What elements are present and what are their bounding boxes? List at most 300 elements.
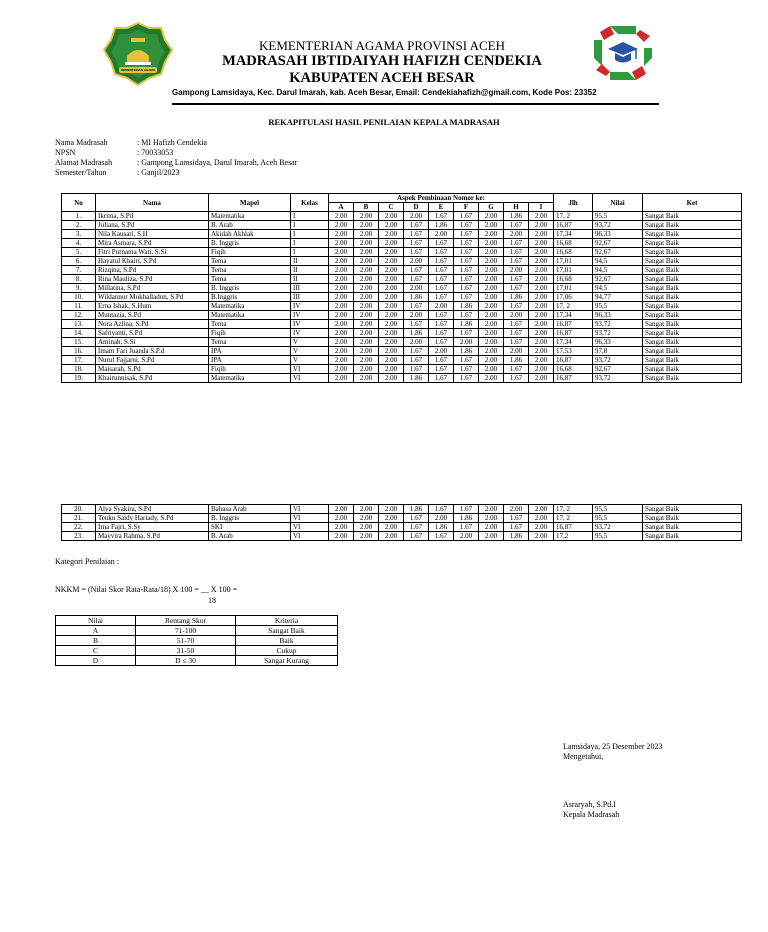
row-score: 1.67: [429, 338, 454, 347]
row-ket: Sangat Baik: [643, 248, 742, 257]
row-score: 1.86: [404, 374, 429, 383]
row-jlh: 16,87: [554, 523, 593, 532]
row-score: 2.00: [479, 275, 504, 284]
row-score: 1.67: [429, 275, 454, 284]
row-score: 2.00: [529, 221, 554, 230]
row-score: 2.00: [529, 523, 554, 532]
row-kelas: II: [291, 257, 329, 266]
row-score: 2.00: [329, 311, 354, 320]
row-kelas: II: [291, 275, 329, 284]
row-jlh: 17, 2: [554, 302, 593, 311]
row-nilai: 96,33: [593, 311, 643, 320]
row-score: 2.00: [479, 505, 504, 514]
logo-ribbon-text: KEMENTERIAN AGAMA: [121, 68, 156, 72]
row-score: 2.00: [479, 266, 504, 275]
row-score: 2.00: [404, 212, 429, 221]
row-no: 13.: [62, 320, 96, 329]
info-value: : MI Hafizh Cendekia: [137, 138, 207, 147]
row-score: 2.00: [404, 284, 429, 293]
row-score: 2.00: [529, 356, 554, 365]
row-score: 1.86: [504, 293, 529, 302]
row-kelas: VI: [291, 523, 329, 532]
aspect-header: C: [379, 203, 404, 212]
row-no: 19.: [62, 374, 96, 383]
row-score: 1.67: [404, 275, 429, 284]
row-score: 2.00: [479, 212, 504, 221]
row-no: 18.: [62, 365, 96, 374]
info-value: : Gampong Lamsidaya, Darul Imarah, Aceh Besar: [137, 158, 298, 167]
row-score: 1.86: [429, 523, 454, 532]
row-nama: Fitri Purnama Wati, S.Si: [96, 248, 209, 257]
row-mapel: Bahasa Arab: [209, 505, 291, 514]
row-score: 2.00: [379, 329, 404, 338]
row-score: 2.00: [479, 523, 504, 532]
row-mapel: Tema: [209, 275, 291, 284]
row-score: 2.00: [354, 302, 379, 311]
row-score: 2.00: [479, 302, 504, 311]
row-mapel: IPA: [209, 356, 291, 365]
row-score: 1.67: [454, 329, 479, 338]
row-no: 15.: [62, 338, 96, 347]
row-score: 2.00: [504, 230, 529, 239]
row-score: 1.67: [429, 257, 454, 266]
row-score: 2.00: [529, 532, 554, 541]
row-score: 1.86: [504, 356, 529, 365]
row-score: 2.00: [504, 311, 529, 320]
row-score: 1.86: [429, 221, 454, 230]
row-score: 2.00: [429, 514, 454, 523]
row-mapel: Fiqih: [209, 329, 291, 338]
row-score: 2.00: [529, 275, 554, 284]
row-ket: Sangat Baik: [643, 347, 742, 356]
row-kelas: V: [291, 338, 329, 347]
row-mapel: Fiqih: [209, 248, 291, 257]
row-nilai: 94,5: [593, 257, 643, 266]
table-row: [62, 221, 742, 230]
row-score: 1.67: [429, 505, 454, 514]
row-jlh: 16,87: [554, 374, 593, 383]
row-score: 1.67: [454, 266, 479, 275]
row-jlh: 17,34: [554, 311, 593, 320]
criteria-cell: A: [56, 626, 136, 636]
row-score: 1.86: [504, 532, 529, 541]
row-nama: Millatina, S.Pd: [96, 284, 209, 293]
row-score: 1.67: [429, 212, 454, 221]
row-score: 1.67: [454, 221, 479, 230]
row-ket: Sangat Baik: [643, 514, 742, 523]
row-score: 2.00: [354, 248, 379, 257]
header-jlh: Jlh: [554, 194, 593, 212]
row-score: 2.00: [379, 338, 404, 347]
row-score: 2.00: [379, 230, 404, 239]
row-score: 2.00: [379, 302, 404, 311]
assessment-table: [61, 193, 742, 383]
row-score: 1.67: [504, 374, 529, 383]
row-nilai: 95,5: [593, 212, 643, 221]
table-row: [62, 239, 742, 248]
row-nilai: 93,72: [593, 523, 643, 532]
header-ket: Ket: [643, 194, 742, 212]
row-kelas: VI: [291, 532, 329, 541]
criteria-cell: 31-50: [136, 646, 236, 656]
row-nilai: 93,72: [593, 374, 643, 383]
criteria-cell: B: [56, 636, 136, 646]
row-score: 2.00: [329, 374, 354, 383]
row-score: 1.67: [504, 239, 529, 248]
row-score: 1.67: [429, 239, 454, 248]
row-score: 2.00: [479, 320, 504, 329]
row-nilai: 94,5: [593, 266, 643, 275]
row-score: 2.00: [529, 266, 554, 275]
row-score: 1.67: [454, 248, 479, 257]
row-score: 2.00: [529, 212, 554, 221]
row-no: 17.: [62, 356, 96, 365]
row-no: 6.: [62, 257, 96, 266]
row-ket: Sangat Baik: [643, 365, 742, 374]
row-ket: Sangat Baik: [643, 338, 742, 347]
row-ket: Sangat Baik: [643, 374, 742, 383]
row-nilai: 92,67: [593, 239, 643, 248]
row-score: 1.67: [404, 514, 429, 523]
row-score: 2.00: [379, 311, 404, 320]
row-score: 2.00: [479, 356, 504, 365]
row-score: 2.00: [379, 212, 404, 221]
criteria-cell: 71-100: [136, 626, 236, 636]
aspect-header: I: [529, 203, 554, 212]
info-row: [55, 168, 297, 178]
row-no: 2.: [62, 221, 96, 230]
row-score: 1.67: [429, 311, 454, 320]
row-nama: Ikrima, S.Pd: [96, 212, 209, 221]
row-score: 2.00: [354, 257, 379, 266]
row-nilai: 95,5: [593, 505, 643, 514]
row-jlh: 16,68: [554, 275, 593, 284]
row-kelas: VI: [291, 505, 329, 514]
criteria-cell: D: [56, 656, 136, 666]
row-score: 2.00: [529, 293, 554, 302]
row-jlh: 16,87: [554, 356, 593, 365]
row-score: 1.67: [404, 365, 429, 374]
row-score: 2.00: [529, 338, 554, 347]
row-jlh: 16,68: [554, 365, 593, 374]
row-score: 2.00: [529, 329, 554, 338]
row-score: 1.67: [404, 248, 429, 257]
row-score: 2.00: [529, 257, 554, 266]
row-ket: Sangat Baik: [643, 505, 742, 514]
row-nilai: 93,72: [593, 329, 643, 338]
table-row: [62, 230, 742, 239]
row-nama: Mayvira Rahma, S.Pd: [96, 532, 209, 541]
row-score: 2.00: [329, 523, 354, 532]
row-score: 2.00: [479, 329, 504, 338]
row-score: 2.00: [379, 275, 404, 284]
table-row: [62, 257, 742, 266]
report-title: REKAPITULASI HASIL PENILAIAN KEPALA MADRASAH: [268, 117, 500, 127]
row-ket: Sangat Baik: [643, 532, 742, 541]
row-ket: Sangat Baik: [643, 302, 742, 311]
row-kelas: VI: [291, 514, 329, 523]
row-score: 2.00: [354, 523, 379, 532]
row-score: 2.00: [429, 302, 454, 311]
info-value: : Ganjil/2023: [137, 168, 180, 177]
row-score: 2.00: [379, 505, 404, 514]
row-nilai: 92,67: [593, 248, 643, 257]
row-jlh: 16,87: [554, 329, 593, 338]
row-score: 2.00: [379, 239, 404, 248]
row-score: 2.00: [529, 284, 554, 293]
row-no: 23.: [62, 532, 96, 541]
row-nama: Imam Fari Juanda S.P.d: [96, 347, 209, 356]
row-no: 20.: [62, 505, 96, 514]
row-jlh: 17,34: [554, 338, 593, 347]
row-score: 1.67: [404, 532, 429, 541]
row-mapel: Matematika: [209, 302, 291, 311]
row-no: 1.: [62, 212, 96, 221]
row-ket: Sangat Baik: [643, 523, 742, 532]
table-row: [62, 374, 742, 383]
row-score: 2.00: [479, 514, 504, 523]
row-ket: Sangat Baik: [643, 293, 742, 302]
row-score: 2.00: [404, 311, 429, 320]
row-score: 2.00: [529, 374, 554, 383]
info-row: [55, 158, 297, 168]
row-score: 1.67: [504, 275, 529, 284]
row-score: 2.00: [429, 347, 454, 356]
row-jlh: 16,87: [554, 320, 593, 329]
table-row: [62, 347, 742, 356]
row-score: 2.00: [529, 347, 554, 356]
row-score: 2.00: [329, 302, 354, 311]
row-jlh: 17,01: [554, 284, 593, 293]
row-no: 7.: [62, 266, 96, 275]
row-score: 2.00: [379, 293, 404, 302]
assessment-table-continued: [61, 504, 742, 541]
row-ket: Sangat Baik: [643, 221, 742, 230]
aspect-header: B: [354, 203, 379, 212]
row-score: 2.00: [404, 257, 429, 266]
row-nama: Teuku Saidy Hariady, S.Pd: [96, 514, 209, 523]
info-value: : 70033053: [137, 148, 174, 157]
row-score: 2.00: [354, 284, 379, 293]
row-score: 1.67: [454, 365, 479, 374]
row-score: 2.00: [479, 293, 504, 302]
row-score: 2.00: [479, 248, 504, 257]
row-mapel: B. Arab: [209, 532, 291, 541]
row-ket: Sangat Baik: [643, 284, 742, 293]
row-nilai: 94,77: [593, 293, 643, 302]
row-mapel: B. Arab: [209, 221, 291, 230]
row-nama: Maisarah, S.Pd: [96, 365, 209, 374]
row-kelas: V: [291, 347, 329, 356]
row-score: 2.00: [529, 514, 554, 523]
row-nilai: 95,5: [593, 302, 643, 311]
row-score: 1.67: [429, 374, 454, 383]
info-label: Nama Madrasah: [55, 138, 108, 147]
row-score: 1.86: [404, 505, 429, 514]
header-no: No: [62, 194, 96, 212]
row-score: 1.67: [429, 356, 454, 365]
row-nama: Juliana, S.Pd: [96, 221, 209, 230]
ministry-name: KEMENTERIAN AGAMA PROVINSI ACEH: [259, 38, 505, 53]
row-score: 1.67: [429, 329, 454, 338]
row-no: 5.: [62, 248, 96, 257]
criteria-cell: Sangat Baik: [236, 626, 338, 636]
row-jlh: 17,01: [554, 257, 593, 266]
table-row: [62, 302, 742, 311]
row-jlh: 17,34: [554, 230, 593, 239]
header-nilai: Nilai: [593, 194, 643, 212]
row-nilai: 92,67: [593, 275, 643, 284]
row-nama: Nurul Fajjarni, S.Pd: [96, 356, 209, 365]
criteria-row: [56, 636, 338, 646]
row-kelas: III: [291, 284, 329, 293]
header-aspek: Aspek Pembinaan Nomor ke:: [329, 194, 554, 203]
header-rule: [172, 103, 659, 105]
table-row: [62, 311, 742, 320]
row-kelas: IV: [291, 320, 329, 329]
row-nama: Khairunnisak, S.Pd: [96, 374, 209, 383]
row-nama: Nora Azlina, S.Pd: [96, 320, 209, 329]
row-no: 14.: [62, 329, 96, 338]
table-row: [62, 356, 742, 365]
row-score: 2.00: [354, 221, 379, 230]
row-score: 2.00: [354, 347, 379, 356]
aspect-header: F: [454, 203, 479, 212]
row-score: 1.67: [454, 230, 479, 239]
info-label: Alamat Madrasah: [55, 158, 113, 167]
row-score: 2.00: [454, 338, 479, 347]
row-score: 2.00: [329, 338, 354, 347]
row-score: 2.00: [354, 239, 379, 248]
criteria-header: Kriteria: [236, 616, 338, 626]
row-score: 2.00: [354, 311, 379, 320]
row-score: 2.00: [529, 230, 554, 239]
signature-name: Asraryah, S.Pd.I: [563, 800, 616, 809]
row-mapel: Tema: [209, 266, 291, 275]
row-score: 2.00: [329, 275, 354, 284]
row-score: 2.00: [379, 374, 404, 383]
row-score: 1.67: [454, 293, 479, 302]
criteria-cell: 51-70: [136, 636, 236, 646]
criteria-header: Rentang Skor: [136, 616, 236, 626]
row-score: 2.00: [379, 248, 404, 257]
row-nama: Irna Fajri, S.Sy: [96, 523, 209, 532]
row-kelas: IV: [291, 329, 329, 338]
row-jlh: 17,53: [554, 347, 593, 356]
row-score: 2.00: [404, 338, 429, 347]
row-score: 1.67: [429, 293, 454, 302]
row-score: 1.67: [504, 302, 529, 311]
row-score: 2.00: [479, 532, 504, 541]
row-score: 1.67: [429, 532, 454, 541]
row-score: 1.67: [404, 230, 429, 239]
table-row: [62, 365, 742, 374]
row-score: 1.67: [404, 221, 429, 230]
table-row: [62, 266, 742, 275]
row-nilai: 92,67: [593, 365, 643, 374]
row-score: 1.67: [454, 311, 479, 320]
aspect-header: G: [479, 203, 504, 212]
row-mapel: Matematika: [209, 374, 291, 383]
row-score: 2.00: [329, 532, 354, 541]
row-nama: Muntazia, S.Pd: [96, 311, 209, 320]
row-jlh: 16,87: [554, 221, 593, 230]
row-nilai: 96,33: [593, 338, 643, 347]
row-jlh: 17, 2: [554, 505, 593, 514]
row-score: 1.67: [504, 221, 529, 230]
madrasah-logo: [590, 22, 656, 84]
row-nama: Wildannur Mukhalladun, S.Pd: [96, 293, 209, 302]
row-mapel: Akidah Akhlak: [209, 230, 291, 239]
row-nama: Rina Mauliza, S.Pd: [96, 275, 209, 284]
row-kelas: I: [291, 239, 329, 248]
row-nama: Safriyanti, S.Pd: [96, 329, 209, 338]
table-row: [62, 523, 742, 532]
row-mapel: Fiqih: [209, 365, 291, 374]
row-score: 2.00: [529, 302, 554, 311]
row-score: 2.00: [529, 248, 554, 257]
regency-name: KABUPATEN ACEH BESAR: [289, 70, 475, 86]
row-score: 1.67: [454, 523, 479, 532]
row-mapel: B. Inggris: [209, 239, 291, 248]
row-score: 1.67: [454, 356, 479, 365]
formula-denominator: 18: [208, 596, 216, 605]
row-kelas: V: [291, 356, 329, 365]
row-score: 2.00: [454, 532, 479, 541]
row-score: 1.67: [454, 275, 479, 284]
row-score: 2.00: [329, 293, 354, 302]
table-row: [62, 275, 742, 284]
row-no: 22.: [62, 523, 96, 532]
row-score: 2.00: [329, 320, 354, 329]
row-kelas: IV: [291, 311, 329, 320]
row-kelas: VI: [291, 374, 329, 383]
row-ket: Sangat Baik: [643, 329, 742, 338]
info-row: [55, 138, 297, 148]
row-score: 2.00: [329, 230, 354, 239]
row-no: 3.: [62, 230, 96, 239]
row-score: 2.00: [529, 311, 554, 320]
row-score: 2.00: [354, 505, 379, 514]
info-row: [55, 148, 297, 158]
row-kelas: IV: [291, 302, 329, 311]
criteria-table: [55, 615, 338, 666]
row-score: 2.00: [379, 532, 404, 541]
row-score: 2.00: [329, 284, 354, 293]
table-row: [62, 514, 742, 523]
row-mapel: SKI: [209, 523, 291, 532]
row-score: 2.00: [354, 266, 379, 275]
row-score: 2.00: [479, 257, 504, 266]
row-score: 1.67: [404, 356, 429, 365]
school-name: MADRASAH IBTIDAIYAH HAFIZH CENDEKIA: [222, 53, 542, 69]
table-row: [62, 320, 742, 329]
row-score: 1.86: [454, 347, 479, 356]
row-score: 2.00: [354, 338, 379, 347]
row-score: 1.67: [504, 514, 529, 523]
row-score: 2.00: [529, 365, 554, 374]
row-score: 1.67: [404, 239, 429, 248]
info-label: NPSN: [55, 148, 76, 157]
row-nama: Mira Asmara, S.Pd: [96, 239, 209, 248]
row-score: 2.00: [529, 320, 554, 329]
criteria-header: Nilai: [56, 616, 136, 626]
row-mapel: B. Inggris: [209, 514, 291, 523]
row-no: 8.: [62, 275, 96, 284]
row-score: 1.67: [454, 257, 479, 266]
row-mapel: B. Inggris: [209, 284, 291, 293]
row-score: 1.67: [429, 365, 454, 374]
